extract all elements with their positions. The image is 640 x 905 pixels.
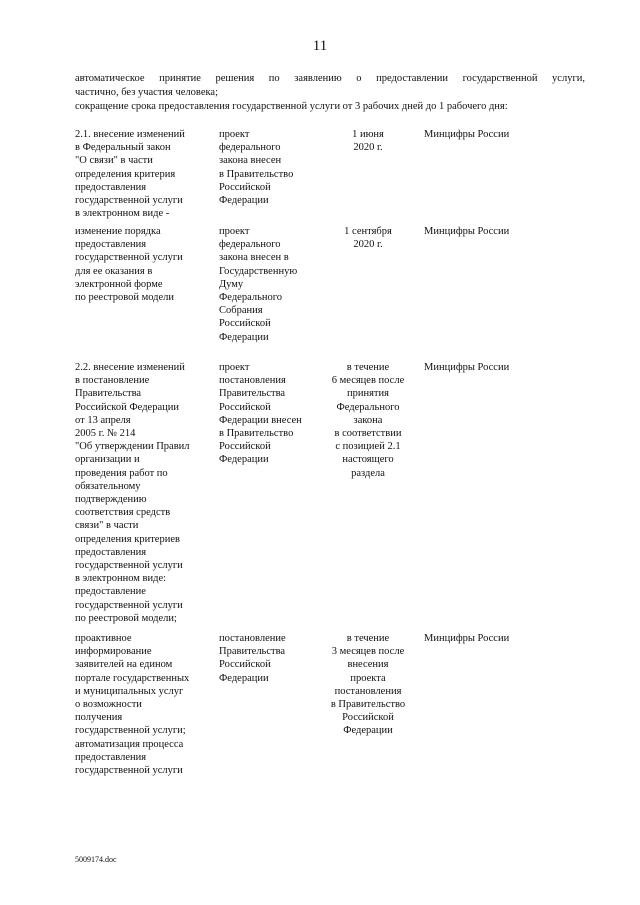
responsible-cell: Минцифры России [424,633,510,644]
result-cell: проект федерального закона внесен в Государственную Думу Федерального Собрания Российской Федерации [219,226,298,343]
responsible-cell: Минцифры России [424,362,510,373]
page-number: 11 [312,38,328,54]
measure-cell: 2.2. внесение изменений в постановление Правительства Российской Федерации от 13 апреля 2005 г. № 214 "Об утверждении Правил организации и проведения работ по обязательному подтверждению соответствия средств связи" в части определения критериев предоставления государственной услуги в электронном виде: предоставление государственной услуги по реестровой модели; [75,362,190,624]
deadline-cell: 1 июня 2020 г. [352,129,384,154]
responsible-cell: Минцифры России [424,226,510,237]
result-cell: проект федерального закона внесен в Правительство Российской Федерации [219,129,294,207]
measure-cell: проактивное информирование заявителей на едином портале государственных и муниципальных услуг о возможности получения государственной услуги; автоматизация процесса предоставления государственной услуги [75,633,190,777]
intro-line: частично, без участия человека; [75,87,218,98]
deadline-cell: 1 сентября 2020 г. [344,226,392,251]
intro-line: сокращение срока предоставления государственной услуги от 3 рабочих дней до 1 рабочего дня: [75,101,508,112]
measure-cell: 2.1. внесение изменений в Федеральный закон "О связи" в части определения критерия предоставления государственной услуги в электронном виде - [75,129,185,220]
deadline-cell: в течение 3 месяцев после внесения проекта постановления в Правительство Российской Федерации [330,633,406,737]
responsible-cell: Минцифры России [424,129,510,140]
result-cell: постановление Правительства Российской Федерации [219,633,286,684]
intro-paragraph [75,72,585,114]
result-cell: проект постановления Правительства Российской Федерации внесен в Правительство Российской Федерации [219,362,302,466]
document-footer: 5009174.doc [75,855,117,864]
measure-cell: изменение порядка предоставления государственной услуги для ее оказания в электронной форме по реестровой модели [75,226,183,304]
intro-line: автоматическое принятие решения по заявлению о предоставлении государственной услуги, [75,73,585,84]
deadline-cell: в течение 6 месяцев после принятия Федерального закона в соответствии с позицией 2.1 настоящего раздела [331,362,405,479]
